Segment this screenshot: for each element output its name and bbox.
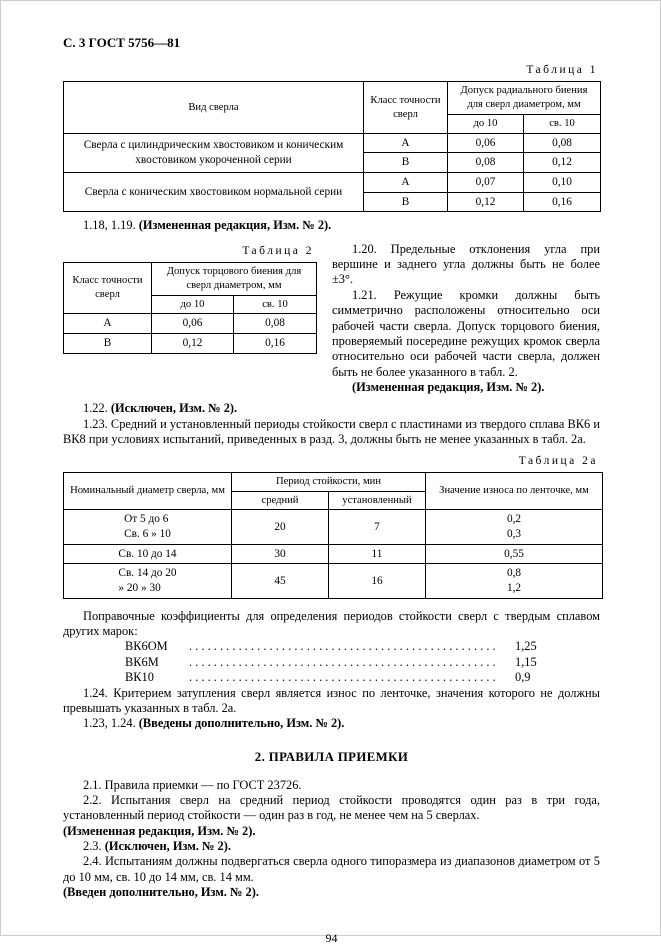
table-row (64, 544, 603, 564)
alloy-grade: ВК6ОМ (125, 639, 168, 654)
table-row (64, 314, 317, 334)
table-cell: 45 (232, 564, 329, 598)
table-cell: А (364, 173, 448, 193)
table2a-caption: Таблица 2а (518, 454, 598, 467)
para-2-2-remark: (Измененная редакция, Изм. № 2). (63, 823, 256, 838)
table-cell: 30 (232, 544, 329, 564)
wear-line: 0,2 (506, 513, 522, 526)
para-1-18-19 (63, 218, 600, 233)
para-1-20: 1.20. Предельные отклонения угла при вершине и заднего угла должны быть не более ±3°. (332, 241, 600, 287)
para-number: 1.18, 1.19. (83, 218, 136, 233)
table2a-header-est: установленный (329, 491, 426, 510)
dot-leader: . . . . . . . . . . . . . . . . . . . . . . . . . . . . . . . . . . . . . . . . . . . . . . . . . . (189, 639, 496, 654)
table-cell: В (64, 333, 152, 353)
para-2-4: 2.4. Испытаниям должны подвергаться сверла одного типоразмера из диапазонов диаметром от 5 до 10 мм, св. 10 до 14 мм, св. 14 мм. (63, 854, 600, 884)
para-1-23-1-24 (63, 716, 600, 731)
table-cell: 0,12 (152, 333, 234, 353)
table2-header-class: Класс точности сверл (64, 262, 152, 313)
left-column (63, 242, 316, 354)
coefficient-row (125, 639, 557, 654)
diameter-line: Св. 6 » 10 (124, 528, 171, 541)
dot-leader: . . . . . . . . . . . . . . . . . . . . . . . . . . . . . . . . . . . . . . . . . . . . . . . . . . (189, 654, 496, 669)
diameter-cell (64, 564, 232, 598)
table2a (63, 472, 603, 599)
diameter-line: Св. 14 до 20 (118, 567, 177, 580)
diameter-cell (64, 544, 232, 564)
para-2-1: 2.1. Правила приемки — по ГОСТ 23726. (83, 777, 302, 792)
table1-vid-cell: Сверла с цилиндрическим хвостовиком и коническим хвостовиком укороченной серии (64, 133, 364, 172)
table-cell: 0,06 (152, 314, 234, 334)
para-remark: (Введены дополнительно, Изм. № 2). (138, 716, 345, 731)
table2-header-group: Допуск торцового биения для сверл диаметром, мм (152, 262, 317, 295)
table1-header-vid: Вид сверла (64, 82, 364, 133)
para-1-23: 1.23. Средний и установленный периоды стойкости сверл с пластинами из твердого сплава ВК6 и ВК8 при условиях испытаний, приведенных в разд. 3, должны быть не менее указанных в табл. 2а. (63, 416, 600, 447)
wear-cell (426, 564, 603, 598)
table-cell: 20 (232, 510, 329, 544)
table-cell: 16 (329, 564, 426, 598)
table-cell: 0,08 (234, 314, 317, 334)
para-remark: (Измененная редакция, Изм. № 2). (138, 218, 332, 233)
table2a-header-avg: средний (232, 491, 329, 510)
para-2-2: 2.2. Испытания сверл на средний период стойкости проводятся один раз в три года, установленный период стойкости — один раз в год, не менее чем на 5 сверлах. (63, 792, 600, 823)
wear-cell (426, 510, 603, 544)
table2a-header-row (64, 472, 603, 491)
diameter-cell (64, 510, 232, 544)
two-column-block (63, 242, 600, 396)
right-column (332, 242, 600, 396)
coefficient-row (125, 655, 557, 670)
table1 (63, 81, 601, 212)
table-cell: 0,06 (448, 133, 524, 153)
coefficient-row (125, 670, 557, 685)
table2 (63, 262, 317, 354)
alloy-grade: ВК6М (125, 654, 159, 669)
table-cell: 0,07 (448, 173, 524, 193)
coefficient-value: 0,9 (515, 670, 531, 685)
page-header: С. 3 ГОСТ 5756—81 (63, 35, 181, 50)
para-number: 1.23, 1.24. (83, 716, 136, 731)
table2a-header-wear: Значение износа по ленточке, мм (426, 472, 603, 510)
wear-line: 0,3 (506, 528, 522, 541)
para-1-24: 1.24. Критерием затупления сверл является износ по ленточке, значения которого не должны превышать указанных в табл. 2а. (63, 685, 600, 715)
diameter-line: От 5 до 6 (124, 513, 169, 526)
dot-leader: . . . . . . . . . . . . . . . . . . . . . . . . . . . . . . . . . . . . . . . . . . . . . . . . . . (189, 670, 496, 685)
para-number: 2.3. (83, 839, 102, 854)
table-cell: 0,10 (524, 173, 601, 193)
table-cell: 0,16 (524, 192, 601, 212)
table-cell: 0,08 (524, 133, 601, 153)
table1-header-sv10: св. 10 (524, 114, 601, 133)
table-cell: 11 (329, 544, 426, 564)
page-number: 94 (325, 930, 338, 945)
table1-header-group: Допуск радиального биения для сверл диаметром, мм (448, 82, 601, 115)
table-cell: 0,12 (524, 153, 601, 173)
table-cell: А (364, 133, 448, 153)
wear-line: 0,8 (506, 567, 522, 580)
table-cell: 0,08 (448, 153, 524, 173)
table2-header-sv10: св. 10 (234, 295, 317, 314)
diameter-line: Св. 10 до 14 (118, 547, 177, 560)
wear-cell: 0,55 (426, 544, 603, 564)
table1-header-row (64, 82, 601, 115)
table2-header-row (64, 262, 317, 295)
table-cell: 7 (329, 510, 426, 544)
table-cell: А (64, 314, 152, 334)
table2a-header-diameter: Номинальный диаметр сверла, мм (64, 472, 232, 510)
table-row (64, 564, 603, 598)
table2a-header-period: Период стойкости, мин (232, 472, 426, 491)
table-row (64, 133, 601, 153)
table2-caption: Таблица 2 (242, 244, 314, 257)
section-2-title: 2. ПРАВИЛА ПРИЕМКИ (254, 749, 409, 764)
table1-vid-cell: Сверла с коническим хвостовиком нормальной серии (64, 173, 364, 212)
table-row (64, 173, 601, 193)
wear-line: 1,2 (506, 582, 522, 595)
diameter-line: » 20 » 30 (118, 582, 161, 595)
para-1-21-remark: (Измененная редакция, Изм. № 2). (352, 380, 545, 395)
para-2-4-remark: (Введен дополнительно, Изм. № 2). (63, 885, 259, 900)
table-row (64, 510, 603, 544)
table-cell: В (364, 192, 448, 212)
table-row (64, 333, 317, 353)
coefficient-value: 1,25 (515, 639, 537, 654)
para-1-22 (63, 401, 600, 416)
coefficient-value: 1,15 (515, 654, 537, 669)
table1-header-do10: до 10 (448, 114, 524, 133)
para-number: 1.22. (83, 401, 108, 416)
table1-header-class: Класс точности сверл (364, 82, 448, 133)
table2-header-do10: до 10 (152, 295, 234, 314)
para-2-3 (63, 839, 600, 854)
para-1-21: 1.21. Режущие кромки должны быть симметрично расположены относительно оси рабочей части сверла. Допуск торцового биения, проверяемый посередине режущих кромок сверла относительно оси рабочей части сверла, должен быть не более указанного в табл. 2. (332, 287, 600, 379)
table1-caption: Таблица 1 (526, 64, 598, 77)
para-remark: (Исключен, Изм. № 2). (110, 401, 238, 416)
table-cell: 0,16 (234, 333, 317, 353)
coefficients-intro: Поправочные коэффициенты для определения периодов стойкости сверл с твердым сплавом других марок: (63, 608, 600, 639)
alloy-grade: ВК10 (125, 670, 154, 685)
table-cell: В (364, 153, 448, 173)
para-remark: (Исключен, Изм. № 2). (104, 839, 231, 854)
table-cell: 0,12 (448, 192, 524, 212)
